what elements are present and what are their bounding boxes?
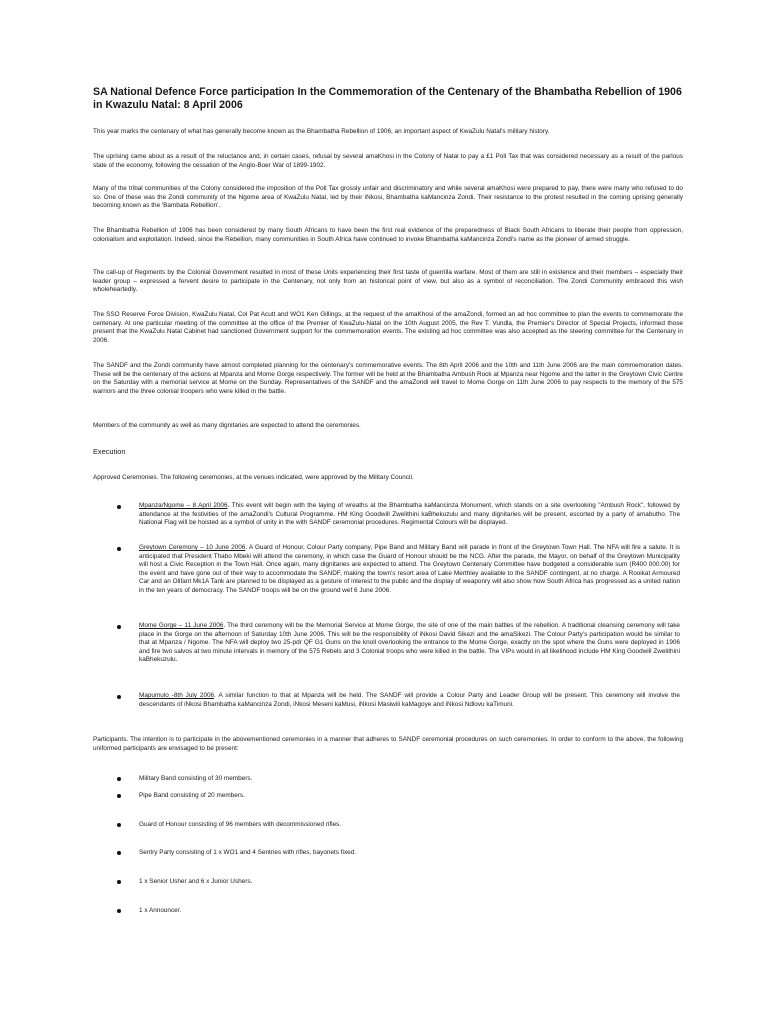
paragraph-attendance: Members of the community as well as many dignitaries are expected to attend the ceremonies. bbox=[93, 422, 361, 429]
bullet-icon bbox=[117, 851, 121, 855]
participant-item: 1 x Senior Usher and 6 x Junior Ushers. bbox=[139, 878, 253, 885]
document-title: SA National Defence Force participation In the Commemoration of the Centenary of the Bhambatha Rebellion of 1906 in Kwazulu Natal: 8 April 2006 bbox=[93, 86, 682, 111]
paragraph-approved-ceremonies: Approved Ceremonies. The following ceremonies, at the venues indicated, were approved by the Military Council. bbox=[93, 474, 414, 481]
participant-item: Guard of Honour consisting of 96 members with decommissioned rifles. bbox=[139, 821, 342, 828]
paragraph-planning: The SANDF and the Zondi community have almost completed planning for the centenary's commemorative events. The 8th April 2006 and the 10th and 11th June 2006 are the main commemoration dates. These will be the centenary of the actions at Mpanza and Mome Gorge respectively. The former will be held at the Bhambatha Ambush Rock at Mpanza near Ngome and the latter in the Greytown Civic Centre on the Saturday with a memorial service at Mome on the Sunday. Representatives of the SANDF and the amaZondi will travel to Mome Gorge on 11th June 2006 to pay respects to the memory of the 575 warriors and the three colonial troopers who were killed in the battle. bbox=[93, 362, 683, 395]
paragraph-uprising: The uprising came about as a result of the reluctance and, in certain cases, refusal by several amaKhosi in the Colony of Natal to pay a £1 Poll Tax that was considered necessary as a result of the parlous state of the economy, following the cessation of the Anglo-Boer War of 1899-1902. bbox=[93, 153, 683, 169]
paragraph-intro: This year marks the centenary of what has generally become known as the Bhambatha Rebellion of 1906, an important aspect of KwaZulu Natal's military history. bbox=[93, 128, 550, 135]
paragraph-rebellion-significance: The Bhambatha Rebellion of 1906 has been considered by many South Africans to have been the first real evidence of the preparedness of Black South Africans to liberate their people from oppression, colonialism and exploitation. Indeed, since the Rebellion, many communities in South Africa have continued to invoke Bhambatha kaMancinza Zondi's name as the pioneer of armed struggle. bbox=[93, 227, 683, 243]
bullet-icon bbox=[117, 625, 121, 629]
bullet-icon bbox=[117, 823, 121, 827]
bullet-icon bbox=[117, 505, 121, 509]
ceremony-text: . A Guard of Honour, Colour Party company, Pipe Band and Military Band will parade in front of the Greytown Town Hall. The NFA will fire a salute. It is anticipated that President Thabo Mbeki will attend the ceremony, in which case the Guard of Honour should be the NCG. After the parade, the Mayor, on behalf of the Greytown Municipality will host a Civic Reception in the Town Hall. Once again, many dignitaries are expected to attend. The Greytown Centenary Committee have budgeted a considerable sum (R400 000.00) for the event and have gone out of their way to accommodate the SANDF, making the town's resort area of Lake Merthley available to the SANDF contingent, at no charge. A Rooikat Armoured Car and an Olifant Mk1A Tank are planned to be displayed as a gesture of interest to the public and the display of weaponry will also show how South Africa has progressed as a united nation in the ten years of democracy. The SANDF troops will be on the ground wef 6 June 2006. bbox=[139, 544, 680, 594]
ceremony-text: . A similar function to that at Mpanza will be held. The SANDF will provide a Colour Party and Leader Group will be present. This ceremony will involve the descendants of iNkosi Bhambatha kaMancinza Zondi, iNkosi Meseni kaMusi, iNkosi Masiwili kaMagoye and iNkosi Ndlovu kaTimuni. bbox=[139, 692, 680, 708]
bullet-icon bbox=[117, 794, 121, 798]
bullet-icon bbox=[117, 547, 121, 551]
participant-item: Sentry Party consisting of 1 x WO1 and 4 Sentries with rifles, bayonets fixed. bbox=[139, 849, 357, 856]
ceremony-text: . This event will begin with the laying of wreaths at the Bhambatha kaMancinza Monument, which stands on a site overlooking "Ambush Rock", followed by attendance at the festivities of the amaZondi's Cultural Programme. HM King Goodwill Zwelithini kaBhekuzulu and many dignitaries will be present, escorted by a party of amabutho. The National Flag will be hoisted as a symbol of unity in the with SANDF ceremonial procedures. Regimental Colours will be displayed. bbox=[139, 502, 680, 527]
paragraph-committee: The SSO Reserve Force Division, KwaZulu Natal, Col Pat Acutt and WO1 Ken Gillings, at the request of the amaKhosi of the amaZondi, formed an ad hoc committee to plan the events to commemorate the centenary. At one particular meeting of the committee at the office of the Premier of KwaZulu-Natal on the 10th August 2005, the Rev T. Vundla, the Premier's Director of Special Projects, informed those present that the KwaZulu Natal Cabinet had sanctioned Government support for the commemoration events. The existing ad hoc committee was also accepted as the steering committee for the Centenary in 2006. bbox=[93, 311, 683, 344]
participant-item: 1 x Announcer. bbox=[139, 907, 182, 914]
ceremony-link-mome-gorge[interactable]: Mome Gorge – 11 June 2006 bbox=[139, 622, 224, 629]
bullet-icon bbox=[117, 909, 121, 913]
execution-heading: Execution bbox=[93, 447, 126, 456]
ceremony-item-mome-gorge bbox=[139, 622, 680, 665]
ceremony-item-mapumulo bbox=[139, 692, 680, 709]
ceremony-item-greytown bbox=[139, 544, 680, 596]
paragraph-participants: Participants. The intention is to participate in the abovementioned ceremonies in a manner that adheres to SANDF ceremonial procedures on such ceremonies. In order to conform to the above, the following uniformed participants are envisaged to be present: bbox=[93, 736, 683, 752]
ceremony-link-mapumulo[interactable]: Mapumulo -8th July 2006 bbox=[139, 692, 215, 699]
ceremony-link-mpanza[interactable]: Mpanza/Ngome – 8 April 2006 bbox=[139, 502, 228, 509]
paragraph-tribal-communities: Many of the tribal communities of the Colony considered the imposition of the Poll Tax grossly unfair and discriminatory and while several amaKhosi were prepared to pay, there were many who refused to do so. One of these was the Zondi community of the Ngome area of KwaZulu Natal, led by their iNkosi, Bhambatha kaMancinza Zondi. Their resistance to the protest resulted in the coming uprising generally becoming known as the 'Bambata Rebellion'. bbox=[93, 185, 683, 210]
bullet-icon bbox=[117, 777, 121, 781]
participant-item: Military Band consisting of 30 members. bbox=[139, 775, 253, 782]
participant-item: Pipe Band consisting of 20 members. bbox=[139, 792, 245, 799]
paragraph-call-up: The call-up of Regiments by the Colonial Government resulted in most of these Units experiencing their first taste of guerrilla warfare. Most of them are still in existence and their members – especially their leader group – expressed a fervent desire to participate in the Centenary, not only from an historical point of view, but also as a symbol of reconciliation. The Zondi Community embraced this wish wholeheartedly. bbox=[93, 269, 683, 294]
ceremony-item-mpanza bbox=[139, 502, 680, 528]
bullet-icon bbox=[117, 880, 121, 884]
ceremony-text: . The third ceremony will be the Memorial Service at Mome Gorge, the site of one of the main battles of the rebellion. A traditional cleansing ceremony will take place in the Gorge on the afternoon of Saturday 10th June 2006. This will be the responsibility of iNkosi David Sikezi and the amaSikezi. The Colour Party's participation would be similar to that at Mpanza / Ngome. The NFA will deploy two 25-pdr QF G1 Guns on the knoll overlooking the entrance to the Mome Gorge, exactly on the spot where the Guns were deployed in 1906 and fire two salvos at two minute intervals in memory of the 575 Rebels and 3 Colonial troops who were killed in the battle. The VIPs would in all likelihood include HM King Goodwill Zwelithini kaBhekuzulu. bbox=[139, 622, 680, 664]
bullet-icon bbox=[117, 695, 121, 699]
ceremony-link-greytown[interactable]: Greytown Ceremony – 10 June 2006 bbox=[139, 544, 246, 551]
